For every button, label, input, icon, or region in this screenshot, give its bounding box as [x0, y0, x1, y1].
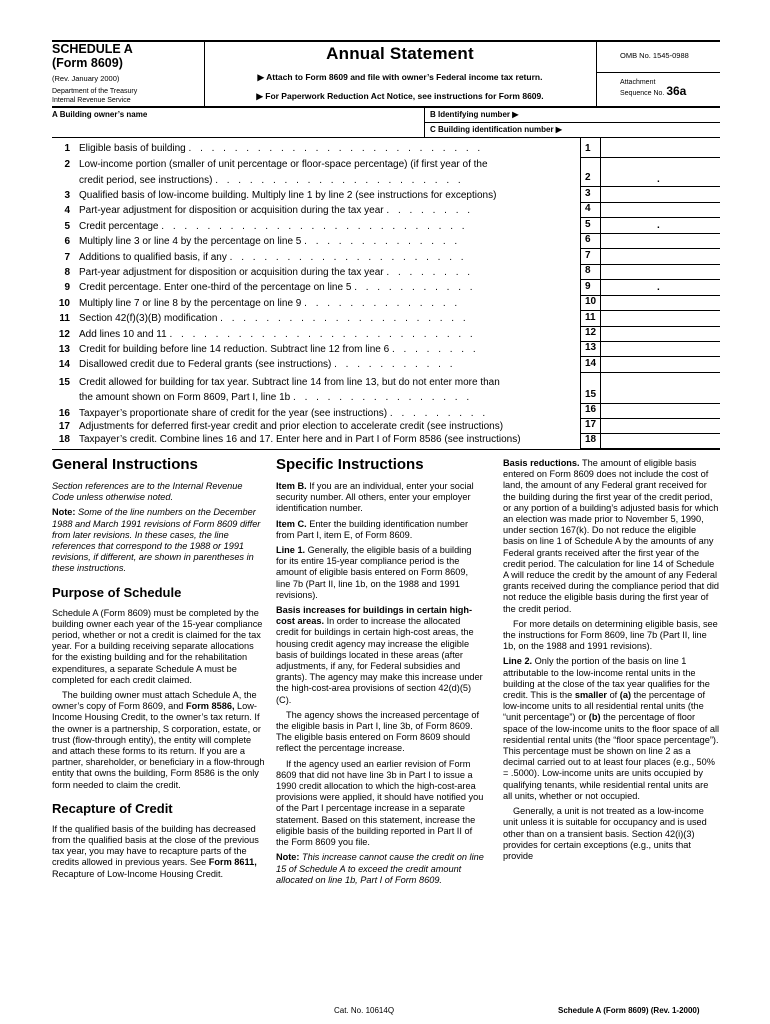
line-description	[79, 298, 572, 309]
line-description	[79, 159, 572, 170]
line-text: Credit percentage	[79, 221, 159, 232]
omb-number: OMB No. 1545-0988	[620, 51, 689, 60]
line-box-label: 13	[585, 342, 597, 353]
line-text: Credit percentage. Enter one-third of the percentage on line 5	[79, 282, 352, 293]
line-description	[79, 313, 572, 324]
section-references-text: Section references are to the Internal Revenue Code unless otherwise noted.	[52, 481, 243, 503]
line-text: Section 42(f)(3)(B) modification	[79, 313, 218, 324]
line-box-label: 7	[585, 250, 591, 261]
line-number: 3	[64, 190, 70, 201]
attach-instruction: ▶ Attach to Form 8609 and file with owner’s Federal income tax return.	[257, 72, 543, 82]
leader-dots: . . . . . . . . . . . . . . . .	[293, 392, 473, 403]
line-number: 1	[64, 143, 70, 154]
form-line	[52, 359, 572, 373]
building-owner-name-field[interactable]	[52, 122, 424, 136]
line-box-label: 3	[585, 188, 591, 199]
line-text: Taxpayer’s credit. Combine lines 16 and 17. Enter here and in Part I of Form 8586 (see instructions)	[79, 434, 521, 445]
line-number: 17	[58, 421, 70, 432]
form-number: (Form 8609)	[52, 56, 123, 70]
line-box-label: 6	[585, 234, 591, 245]
leader-dots: . . . . . . . . . . . . . . . . . . . . . . . . . . .	[161, 221, 468, 232]
form-line	[52, 282, 572, 296]
amount-field[interactable]	[602, 404, 720, 418]
line-description	[79, 359, 572, 370]
form-line	[52, 313, 572, 327]
building-id-label: C Building identification number ▶	[430, 125, 562, 134]
line-number: 12	[58, 329, 70, 340]
department: Department of the Treasury	[52, 88, 138, 95]
amount-row-rule	[580, 279, 720, 280]
form-line	[52, 408, 572, 422]
schedule-name: SCHEDULE A	[52, 42, 133, 56]
recapture-heading: Recapture of Credit	[52, 800, 173, 816]
line-number: 6	[64, 236, 70, 247]
line-number: 10	[58, 298, 70, 309]
amount-field[interactable]	[602, 203, 720, 217]
amount-field[interactable]	[602, 312, 720, 326]
basis-increases-paragraph: Basis increases for buildings in certain high-cost areas. In order to increase the allocated credit for buildings in certain high-cost areas, the housing credit agency may increase the eligible basis of buildings located in these areas (after adjustments, if any, for Federal subsidies and grants). The agency may make this increase under the high-cost-area provisions of section 42(d)(5)(C).	[276, 605, 483, 705]
line-box-label: 15	[585, 389, 597, 400]
form-line	[52, 221, 572, 235]
line-description	[79, 190, 572, 201]
amount-field[interactable]	[602, 296, 720, 310]
leader-dots: . . . . . . . . . . .	[334, 359, 456, 370]
leader-dots: . . . . . . . . . . . . . . . . . . . . . .	[215, 175, 464, 186]
general-instructions-column	[52, 456, 266, 884]
line-text: Credit allowed for building for tax year. Subtract line 14 from line 13, but do not enter more than	[79, 377, 500, 388]
line-number: 4	[64, 205, 70, 216]
footer-form-id: Schedule A (Form 8609) (Rev. 1-2000)	[558, 1006, 700, 1015]
line-box-label: 9	[585, 281, 591, 292]
amount-row-rule	[580, 248, 720, 249]
leader-dots: . . . . . . . . . . . . . . . . . . . . . .	[220, 313, 469, 324]
recapture-paragraph: If the qualified basis of the building has decreased from the qualified basis at the close of the previous tax year, you may have to recapture parts of the credits allowed in previous years. See Form 8611, Recapture of Low-Income Housing Credit.	[52, 823, 259, 879]
more-details-paragraph: For more details on determining eligible basis, see the instructions for Form 8609, line 7b (Part II, line 1b, on the 1988 and 1991 revisions).	[503, 618, 718, 652]
line-number: 18	[58, 434, 70, 445]
line-text: Qualified basis of low-income building. Multiply line 1 by line 2 (see instructions for exceptions)	[79, 190, 497, 201]
building-owner-name-label: A Building owner’s name	[52, 110, 148, 119]
amount-field[interactable]	[602, 250, 720, 264]
line-description	[79, 221, 572, 232]
leader-dots: . . . . . . . . . . . . . . . . . . . . . . . . . . .	[169, 329, 476, 340]
amount-field[interactable]	[602, 434, 720, 448]
form-line	[52, 377, 572, 391]
leader-dots: . . . . . . . .	[391, 344, 479, 355]
line-number: 11	[59, 313, 70, 324]
general-instructions-heading: General Instructions	[52, 456, 198, 473]
header-bottom-rule	[52, 106, 720, 108]
line-number: 2	[64, 159, 70, 170]
line-text: Multiply line 7 or line 8 by the percentage on line 9	[79, 298, 302, 309]
form-title: Annual Statement	[326, 44, 474, 63]
line-text: Part-year adjustment for disposition or acquisition during the tax year	[79, 267, 384, 278]
line-text: Additions to qualified basis, if any	[79, 252, 227, 263]
line-number: 14	[58, 359, 70, 370]
line-text: Credit for building before line 14 reduction. Subtract line 12 from line 6	[79, 344, 390, 355]
line-number: 13	[58, 344, 70, 355]
form-line	[52, 175, 572, 189]
purpose-paragraph-1: Schedule A (Form 8609) must be completed by the building owner each year of the 15-year compliance period, whether or not a credit is claimed for the tax year. For a building receiving separate allocations for the existing building and for the rehabilitation expenditures, a separate Schedule A must be completed for each credit claimed.	[52, 607, 263, 685]
line-description	[79, 236, 572, 247]
form-line	[52, 344, 572, 358]
line-box-label: 1	[585, 143, 591, 154]
line-box-label: 4	[585, 203, 591, 214]
line-description	[79, 175, 572, 186]
amount-field[interactable]	[602, 327, 720, 341]
earlier-revision-paragraph: If the agency used an earlier revision of Form 8609 that did not have line 3b in Part I to issue a 1990 credit allocation to which the high-cost-area provisions were applied, it should have notified you of the Part I percentage increase in a separate statement. Based on this statement, increase the eligible basis of the building reported in Part II of the Form 8609 you file.	[276, 758, 484, 848]
leader-dots: . . . . . . . .	[386, 267, 474, 278]
generally-paragraph: Generally, a unit is not treated as a low-income unit unless it is suitable for occupancy and is used other than on a transient basis. Section 42(i)(3) provides for certain exceptions (e.g., units that provide	[503, 806, 707, 861]
amount-field[interactable]	[602, 188, 720, 202]
line-text: Taxpayer’s proportionate share of credit for the year (see instructions)	[79, 408, 388, 419]
agency-paragraph: The agency shows the increased percentage of the eligible basis in Part I, line 3b, of Form 8609. The eligible basis entered on Form 8609 should reflect the percentage increase.	[276, 709, 480, 754]
line-box-label: 8	[585, 265, 591, 276]
form-line	[52, 421, 572, 435]
line-box-label: 2	[585, 172, 591, 183]
line-number: 5	[64, 221, 70, 232]
line-text: Disallowed credit due to Federal grants (see instructions)	[79, 359, 332, 370]
right-instructions-column	[503, 458, 720, 866]
line-number: 9	[64, 282, 70, 293]
line-description	[79, 377, 572, 388]
line-text: Multiply line 3 or line 4 by the percentage on line 5	[79, 236, 302, 247]
line-2-paragraph: Line 2. Only the portion of the basis on line 1 attributable to the low-income rental units in the building at the close of the tax year qualifies for the credit. This is the smaller of (a) the percentage of low-income units to all residential rental units (the “unit percentage”) or (b) the percentage of floor space of the low-income units to the floor space of all residential rental units (the “floor space percentage”). This percentage must be shown on line 2 as a decimal carried out to at least four places (e.g., 50% = .5000). Low-income units are units occupied by qualifying tenants, while residential rental units are all units, whether or not occupied.	[503, 656, 720, 801]
form-line	[52, 159, 572, 173]
amount-row-rule	[580, 157, 720, 158]
header-divider-left	[204, 42, 205, 106]
amount-field[interactable]	[602, 389, 720, 403]
form-line	[52, 143, 572, 157]
leader-dots: . . . . . . . . . . . . . .	[304, 236, 461, 247]
item-c-paragraph: Item C. Enter the building identification number from Part I, item E, of Form 8609.	[276, 518, 469, 540]
line-description	[79, 205, 572, 216]
purpose-paragraph-2: The building owner must attach Schedule A, the owner’s copy of Form 8609, and Form 8586, Low-Income Housing Credit, to the owner’s tax return. If the owner is a partnership, S corporation, estate, or trust (flow-through entity), the entity will complete and attach these forms to its return. If you are a partner, shareholder, or beneficiary in a flow-through entity that owns the building, Form 8586 is the only form needed to claim the credit.	[52, 690, 265, 790]
line-description	[79, 392, 572, 403]
form-line	[52, 205, 572, 219]
basis-reductions-paragraph: Basis reductions. The amount of eligible basis entered on Form 8609 does not include the cost of land, the amount of any Federal grant received for the building during the first year of the credit period, or any portion of a building’s adjusted basis for which an election was made prior to November 5, 1990, under section 167(k). Do not reduce the eligible basis on line 1 of Schedule A by the amounts of any Federal grants received after the first year of the credit period. The calculation for line 14 of Schedule A will reduce the credit by the amount of any Federal grants received during the compliance period that did not reduce the eligible basis during the first year of the credit period.	[503, 458, 720, 614]
line-box-label: 16	[585, 404, 597, 415]
increase-note: Note: This increase cannot cause the credit on line 15 of Schedule A to exceed the credit amount allocated on line 1b, Part I of Form 8609.	[276, 852, 484, 885]
leader-dots: . . . . . . . . . . . . . . . . . . . . .	[229, 252, 467, 263]
line-description	[79, 329, 572, 340]
omb-block	[596, 42, 720, 99]
catalog-number: Cat. No. 10614Q	[334, 1006, 395, 1015]
amount-row-rule	[580, 217, 720, 218]
form-line	[52, 267, 572, 281]
agency: Internal Revenue Service	[52, 96, 131, 104]
form-line	[52, 236, 572, 250]
amount-row-rule	[580, 356, 720, 357]
amount-field[interactable]	[602, 419, 720, 433]
purpose-heading: Purpose of Schedule	[52, 584, 182, 600]
sequence-label: Sequence No. 36a	[620, 84, 687, 98]
line-box-label: 17	[585, 419, 597, 430]
leader-dots: . . . . . . . .	[386, 205, 474, 216]
revision-date: (Rev. January 2000)	[52, 74, 120, 83]
decimal-mark: .	[657, 174, 660, 185]
line-text: credit period, see instructions)	[79, 175, 213, 186]
amount-field[interactable]	[602, 358, 720, 372]
box-column-left-border	[580, 137, 581, 449]
field-separator	[424, 122, 720, 123]
amount-field[interactable]	[602, 143, 720, 157]
line-number: 7	[64, 252, 70, 263]
leader-dots: . . . . . . . . .	[389, 408, 489, 419]
identifying-number-field[interactable]	[532, 109, 720, 121]
item-b-paragraph: Item B. If you are an individual, enter your social security number. All others, enter your employer identification number.	[276, 481, 474, 514]
identifying-number-label: B Identifying number ▶	[430, 110, 519, 119]
decimal-mark: .	[657, 282, 660, 293]
form-line	[52, 298, 572, 312]
line-text: Part-year adjustment for disposition or acquisition during the tax year	[79, 205, 384, 216]
line-number: 16	[58, 408, 70, 419]
attachment-label: Attachment	[620, 78, 656, 86]
specific-instructions-column	[276, 456, 484, 890]
line-box-label: 5	[585, 219, 591, 230]
form-line	[52, 392, 572, 406]
line-1-paragraph: Line 1. Generally, the eligible basis of a building for its entire 15-year compliance period is the amount of eligible basis entered on Form 8609, line 7b (Part II, line 1b, on the 1988 and 1991 revisions).	[276, 545, 472, 600]
form-title-block	[206, 42, 594, 102]
line-box-label: 18	[585, 434, 597, 445]
leader-dots: . . . . . . . . . . . . . .	[304, 298, 461, 309]
line-number: 15	[58, 377, 70, 388]
leader-dots: . . . . . . . . . . . . . . . . . . . . . . . . . .	[188, 143, 484, 154]
line-text: Eligible basis of building	[79, 143, 186, 154]
form-line	[52, 329, 572, 343]
fields-bottom-rule	[52, 137, 720, 138]
leader-dots: . . . . . . . . . . .	[354, 282, 476, 293]
amount-field[interactable]	[602, 342, 720, 356]
form-line	[52, 434, 572, 448]
specific-instructions-heading: Specific Instructions	[276, 456, 424, 473]
line-box-label: 10	[585, 296, 597, 307]
building-id-field[interactable]	[590, 124, 720, 136]
line-text: the amount shown on Form 8609, Part I, line 1b	[79, 392, 291, 403]
line-description	[79, 344, 572, 355]
line-description	[79, 282, 572, 293]
line-text: Add lines 10 and 11	[79, 329, 167, 340]
form-line	[52, 252, 572, 266]
line-text: Adjustments for deferred first-year credit and prior election to accelerate credit (see instructions)	[79, 421, 504, 432]
line-description	[79, 421, 572, 432]
paperwork-instruction: ▶ For Paperwork Reduction Act Notice, see instructions for Form 8609.	[256, 91, 544, 101]
line-description	[79, 143, 572, 154]
line-description	[79, 434, 572, 445]
form-line	[52, 190, 572, 204]
amount-row-rule	[580, 310, 720, 311]
line-description	[79, 408, 572, 419]
amount-field[interactable]	[602, 265, 720, 279]
amount-field[interactable]	[602, 219, 720, 233]
line-box-label: 12	[585, 327, 597, 338]
amount-field[interactable]	[602, 234, 720, 248]
amount-row-rule	[580, 372, 720, 373]
form-id-block	[52, 42, 200, 105]
line-box-label: 14	[585, 358, 597, 369]
amount-field[interactable]	[602, 281, 720, 295]
line-number: 8	[64, 267, 70, 278]
sequence-number: 36a	[666, 84, 687, 98]
box-column-right-border	[600, 137, 601, 449]
lines-bottom-rule	[52, 449, 720, 450]
decimal-mark: .	[657, 220, 660, 231]
line-description	[79, 252, 572, 263]
amount-row-rule	[580, 186, 720, 187]
line-description	[79, 267, 572, 278]
amount-field[interactable]	[602, 172, 720, 186]
revision-note: Note: Some of the line numbers on the December 1988 and March 1991 revisions of Form 8609 differ from later revisions. In these cases, the line references that correspond to the 1988 or 1991 revisions, if different, are shown in parentheses in these instructions.	[52, 507, 261, 574]
line-text: Low-income portion (smaller of unit percentage or floor-space percentage) (if first year of the	[79, 159, 488, 170]
line-box-label: 11	[585, 312, 596, 323]
